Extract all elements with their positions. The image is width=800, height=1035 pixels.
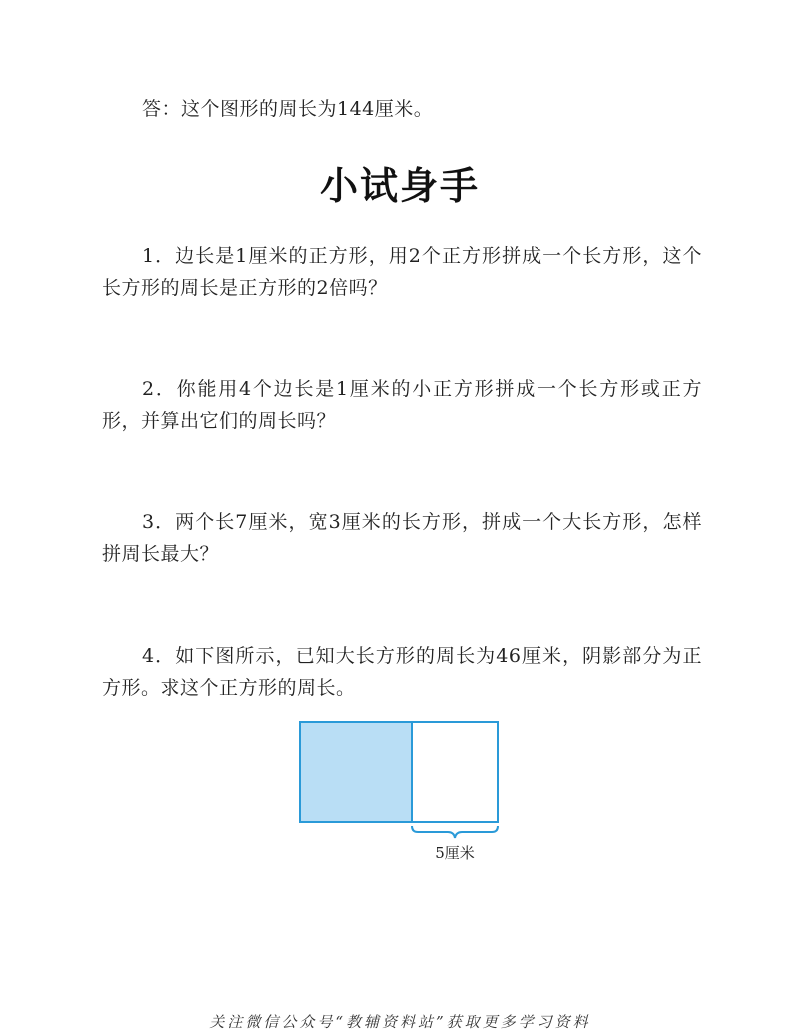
- question-3: 3．两个长7厘米，宽3厘米的长方形，拼成一个大长方形，怎样拼周长最大？: [102, 511, 702, 565]
- rectangle-figure: [296, 718, 506, 868]
- section-title: 小试身手: [319, 164, 480, 208]
- answer-text: 答：这个图形的周长为144厘米。: [142, 98, 434, 120]
- figure-svg: [296, 718, 506, 868]
- unshaded-rectangle: [412, 722, 498, 822]
- question-2: 2．你能用4个边长是1厘米的小正方形拼成一个长方形或正方形，并算出它们的周长吗？: [102, 378, 702, 432]
- shaded-square: [300, 722, 412, 822]
- question-4: 4．如下图所示，已知大长方形的周长为46厘米，阴影部分为正方形。求这个正方形的周长。: [102, 645, 702, 699]
- footer-note: 关注微信公众号“教辅资料站”获取更多学习资料: [209, 1013, 591, 1031]
- measurement-label: 5厘米: [435, 844, 475, 862]
- measurement-brace: [412, 826, 498, 838]
- question-1: 1．边长是1厘米的正方形，用2个正方形拼成一个长方形，这个长方形的周长是正方形的2倍吗？: [102, 245, 702, 299]
